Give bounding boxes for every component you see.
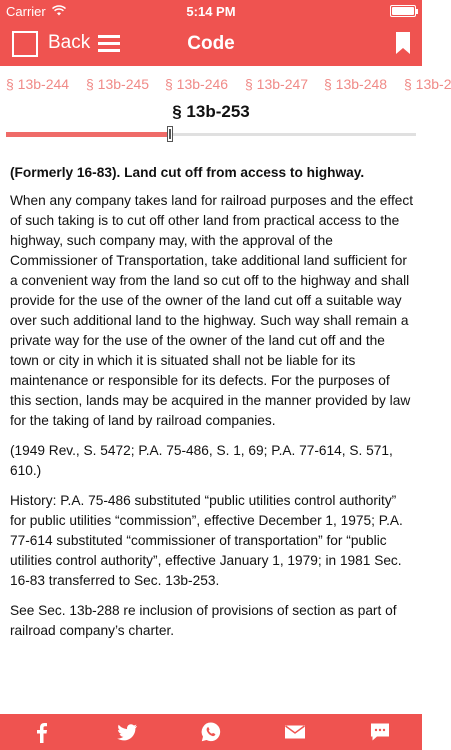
- menu-icon[interactable]: [98, 35, 120, 52]
- whatsapp-icon: [200, 721, 222, 743]
- section-see-also: See Sec. 13b-288 re inclusion of provisions of section as part of railroad company’s charter.: [10, 603, 397, 638]
- status-bar: [0, 0, 422, 22]
- share-bar: [0, 714, 422, 750]
- section-link[interactable]: § 13b-246: [165, 76, 229, 92]
- bookmark-icon[interactable]: [396, 32, 410, 54]
- section-slider[interactable]: [6, 125, 416, 145]
- back-button[interactable]: Back: [48, 32, 91, 53]
- section-link[interactable]: § 13b-2: [404, 76, 451, 92]
- section-content: [10, 163, 414, 651]
- section-link[interactable]: § 13b-247: [245, 76, 309, 92]
- section-link[interactable]: § 13b-248: [324, 76, 388, 92]
- message-icon: [369, 721, 391, 743]
- whatsapp-share-button[interactable]: [194, 717, 228, 747]
- section-body: When any company takes land for railroad purposes and the effect of such taking is to cut off other land from practical access to the highway, such company may, with the approval of the Commissioner of Transportation, take additional land sufficient for a convenient way from the land so cut off to the highway and shall provide for the use of the owner of the land cut off a suitable way over such additional land to the highway. Such way shall remain a private way for the use of the owner of the land cut off and the town or city in which it is situated shall not be liable for its maintenance or responsible for its defects. For the purposes of this section, lands may be acquired in the manner provided by law for the taking of land by railroad companies.: [10, 193, 414, 428]
- twitter-icon: [116, 721, 138, 743]
- message-share-button[interactable]: [363, 717, 397, 747]
- status-time: 5:14 PM: [186, 3, 236, 19]
- mail-icon: [284, 721, 306, 743]
- facebook-icon: [31, 721, 53, 743]
- current-section-title: § 13b-253: [172, 102, 250, 121]
- slider-fill: [6, 132, 170, 137]
- checkbox-icon[interactable]: [12, 31, 38, 57]
- page-title: Code: [187, 33, 235, 54]
- facebook-share-button[interactable]: [25, 717, 59, 747]
- twitter-share-button[interactable]: [110, 717, 144, 747]
- section-citation: (1949 Rev., S. 5472; P.A. 75-486, S. 1, 69; P.A. 77-614, S. 571, 610.): [10, 443, 393, 478]
- section-link[interactable]: § 13b-245: [86, 76, 150, 92]
- section-history: History: P.A. 75-486 substituted “public utilities control authority” for public utilities “commission”, effective December 1, 1975; P.A. 77-614 substituted “commissioner of transportation” for “public utilities control authority”, effective January 1, 1979; in 1981 Sec. 16-83 transferred to Sec. 13b-253.: [10, 493, 403, 588]
- section-strip: [0, 76, 451, 98]
- nav-bar: [0, 22, 422, 66]
- mail-share-button[interactable]: [278, 717, 312, 747]
- wifi-icon: [52, 6, 66, 16]
- battery-icon: [390, 5, 416, 17]
- carrier-label: Carrier: [6, 3, 46, 19]
- section-heading: (Formerly 16-83). Land cut off from access to highway.: [10, 165, 365, 180]
- status-left: [6, 4, 66, 19]
- section-link[interactable]: § 13b-244: [6, 76, 70, 92]
- slider-thumb[interactable]: [167, 126, 173, 142]
